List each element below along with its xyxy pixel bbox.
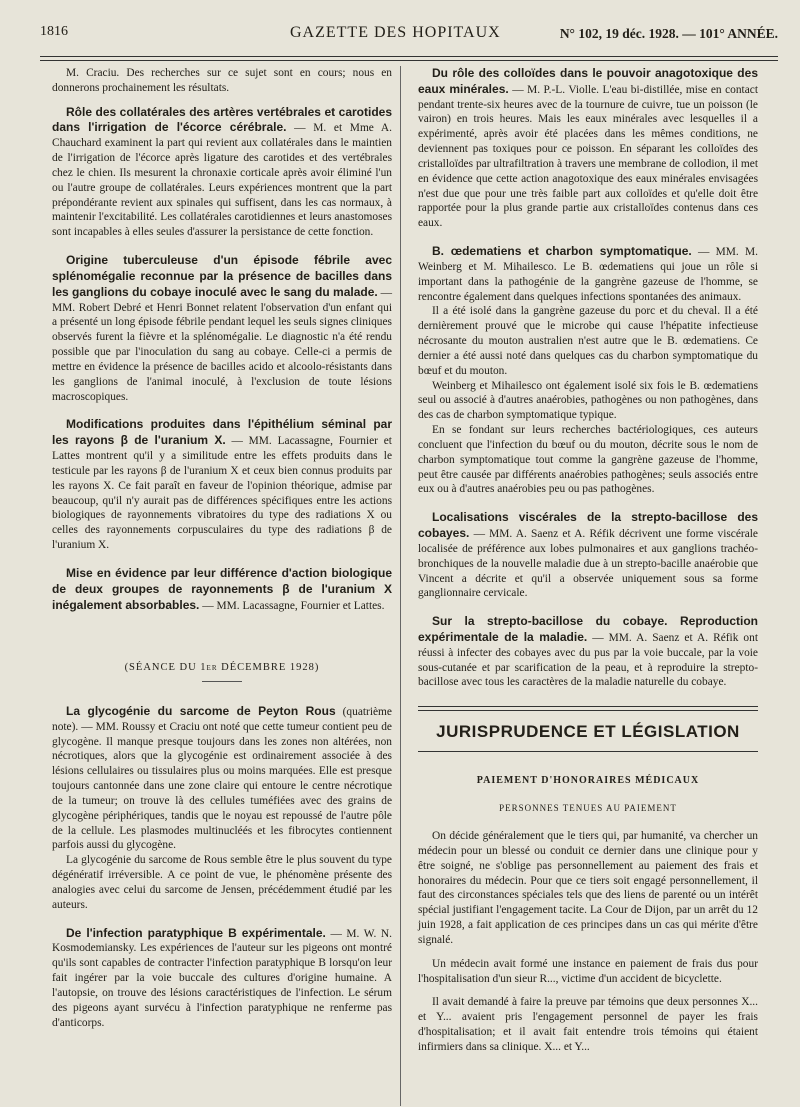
article-body: (quatrième note). — MM. Roussy et Craciu ont noté que cette tumeur contient peu de glycogène. Il manque presque toujours dans les zones non altérées, non nécrotiques, alors que la glycogénie est ordinairement associée à des lésions cellulaires ou tissulaires plus ou moins marquées. Elle est presque toujours cantonnée dans une zone claire qui entoure le centre nécrotique de la tumeur; on trouve là des cellules tuméfiées avec des grains de glycogène périphériques, tandis que le noyau est repoussé de l'autre pôle de la cellule. Les plasmodes multinucléés et les fibrocytes contiennent parfois aussi du glycogène.	[52, 705, 392, 852]
issue-info: N° 102, 19 déc. 1928. — 101° ANNÉE.	[559, 26, 778, 41]
article-title: La glycogénie du sarcome de Peyton Rous	[66, 703, 336, 718]
jurisprudence-paragraph: Il avait demandé à faire la preuve par témoins que deux personnes X... et Y... avaient pris l'engagement personnel de payer les frais d'hospitalisation; et il avait fait entendre trois témoins qui étaient infirmiers dans sa clinique. X... et Y...	[418, 996, 758, 1053]
page-header	[40, 14, 778, 40]
page-number: 1816	[40, 24, 68, 39]
jurisprudence-subheading: PERSONNES TENUES AU PAIEMENT	[499, 803, 677, 814]
article-title: Modifications produites dans l'épithélium séminal par les rayons β de l'uranium X.	[52, 417, 392, 448]
article-title: Rôle des collatérales des artères vertébrales et carotides dans l'irrigation de l'écorce cérébrale.	[52, 104, 392, 135]
article-rayonnements	[52, 566, 392, 613]
intro-paragraph: M. Craciu. Des recherches sur ce sujet sont en cours; nous en donnerons prochainement les résultats.	[52, 67, 392, 94]
article-body: — MM. M. Weinberg et M. Mihailesco. Le B. œdematiens qui joue un rôle si important dans la pathogénie de la gangrène gazeuse de l'homme, se rencontre également dans quelques infections spontanées des animaux.	[418, 246, 758, 303]
jurisprudence-subtitle: PAIEMENT D'HONORAIRES MÉDICAUX	[476, 775, 700, 787]
right-column	[418, 66, 758, 1064]
article-body: — MM. Robert Debré et Henri Bonnet relatent l'observation d'un enfant qui a présenté un long épisode fébrile pendant lequel les seuls signes cliniques observés furent la fièvre et la splénomégalie. Le diagnostic n'a été rendu possible que par l'inoculation du sang au cobaye. Celle-ci a permis de mettre en évidence la présence de bacilles acido et alcoolo-résistants dans les ganglions de l'animal inoculé, à l'exclusion de toute lésions macroscopiques.	[52, 286, 392, 403]
article-body: — MM. Lacassagne, Fournier et Lattes montrent qu'il y a similitude entre les effets produits dans le testicule par les rayons β de l'uranium X et ceux bien connus produits par les rayons X. Ce fait paraît en faveur de l'opinion théorique, admise par beaucoup, qu'il n'y aurait pas de différences spécifiques entre les actions biologiques de rayonnements vibratoires du type des radiations X ou celles des rayonnements corpusculaires du type des radiations β de l'uranium X.	[52, 435, 392, 552]
article-tuberculose	[52, 253, 392, 404]
columns	[40, 66, 778, 1107]
jurisprudence-title: JURISPRUDENCE ET LÉGISLATION	[436, 722, 740, 742]
seance-heading: (SÉANCE DU 1er DÉCEMBRE 1928)	[124, 662, 320, 674]
header-rule	[40, 56, 778, 61]
article-title: De l'infection paratyphique B expérimentale.	[66, 925, 326, 940]
article-title: Localisations viscérales de la strepto-bacillose des cobayes.	[418, 510, 758, 541]
article-body: Il a été isolé dans la gangrène gazeuse du porc et du cheval. Il a été dernièrement prouvé que le microbe qui cause l'hépatite infectieuse nécrosante du mouton australien n'est autre que le B. œdematiens. Ce dernier a été aussi noté dans quelques cas du charbon symptomatique du bœuf et du mouton.	[418, 305, 758, 377]
article-localisations	[418, 510, 758, 601]
left-column	[52, 66, 392, 1043]
article-body: — MM. A. Saenz et A. Réfik ont réussi à infecter des cobayes avec du pus par la voie buccale, par la voie sous-cutanée et par scarification de la peau, et à reproduire la strepto-bacillose avec tous les caractères de la maladie naturelle du cobaye.	[418, 631, 758, 689]
article-body: — MM. A. Saenz et A. Réfik décrivent une forme viscérale localisée de préférence aux lobes pulmonaires et aux ganglions trachéo-bronchiques de la nouvelle maladie due à un strepto-bacille anaérobie que Vincent a décrite et qu'il a observée uniquement sous sa forme ganglionnaire cervicale.	[418, 528, 758, 600]
article-body: — M. et Mme A. Chauchard examinent la part qui revient aux collatérales dans le maintien de l'irrigation de l'écorce après ligature des carotides et des vertébrales chez le chien. Ils mesurent la chronaxie corticale après avoir éliminé l'un ou l'autre groupe de collatérales. Leurs expériences montrent que la part prépondérante revient aux spinales qui suffisent, dans les cas normaux, à maintenir l'excitabilité. Les collatérales carotidiennes et leurs anastomoses sont incapables à elles seules d'assurer la persistance de cette fonction.	[52, 122, 392, 239]
article-title: Sur la strepto-bacillose du cobaye. Reproduction expérimentale de la maladie.	[418, 614, 758, 644]
jurisprudence-paragraph: Un médecin avait formé une instance en paiement de frais dus pour l'hospitalisation d'un sieur R..., victime d'un accident de bicyclette.	[418, 957, 758, 985]
article-body: En se fondant sur leurs recherches bactériologiques, ces auteurs concluent que l'infection du bœuf ou du mouton, décrite sous le nom de charbon symptomatique tout comme la gangrène gazeuse de l'homme, peut être causée par différents anaérobies pathogènes; seuls associés entre eux ou à d'autres anaérobies peu ou pas pathogènes.	[418, 424, 758, 496]
article-title: Du rôle des colloïdes dans le pouvoir anagotoxique des eaux minérales.	[418, 66, 758, 96]
article-paratyphique	[52, 926, 392, 1031]
jurisprudence-rule-top	[418, 706, 758, 711]
article-title: B. œdematiens et charbon symptomatique.	[432, 244, 692, 259]
article-strepto-bacillose	[418, 614, 758, 690]
article-body: — MM. Lacassagne, Fournier et Lattes.	[202, 599, 385, 612]
jurisprudence-rule-bottom	[418, 751, 758, 754]
journal-title: GAZETTE DES HOPITAUX	[290, 24, 501, 41]
article-body: Weinberg et Mihailesco ont également isolé six fois le B. œdematiens seul ou associé à d'autres anaérobies, pathogènes ou non pathogènes, dans des cas de charbon symptomatique typique.	[418, 379, 758, 422]
article-collaterales	[52, 105, 392, 240]
article-title: Mise en évidence par leur différence d'action biologique de deux groupes de rayonnements β de l'uranium X inégalement absorbables.	[52, 565, 392, 612]
jurisprudence-paragraph: On décide généralement que le tiers qui, par humanité, va chercher un médecin pour un blessé ou conduit ce dernier dans une clinique pour y être soigné, ne s'oblige pas personnellement au paiement des frais et honoraires du médecin. Pour que ce tiers soit engagé personnellement, il faut des circonstances spéciales tels que des liens de parenté ou un intérêt spécial justifiant l'engagement tacite. La Cour de Dijon, par un arrêt du 12 juin 1928, a fait application de ces principes dans un cas qui mérite d'être signalé.	[418, 830, 758, 946]
article-body: — M. W. N. Kosmodemiansky. Les expériences de l'auteur sur les pigeons ont montré qu'ils sont capables de contracter l'infection paratyphique B lorsqu'on leur fait ingérer par la voie buccale des cultures d'origine humaine. A l'autopsie, on trouve des lésions caractéristiques de l'infection. Le sérum des pigeons ayant survécu à l'infection paratyphique ne renferme pas d'anticorps.	[52, 927, 392, 1029]
column-divider	[400, 66, 401, 1106]
article-body: La glycogénie du sarcome de Rous semble être le plus souvent du type dégénératif irréversible. A ce point de vue, le phénomène présente des analogies avec celui du sarcome de Jensen, précédemment étudié par les auteurs.	[52, 854, 392, 911]
article-title: Origine tuberculeuse d'un épisode fébrile avec splénomégalie reconnue par la présence de bacilles dans les ganglions du cobaye inoculé avec le sang du malade.	[52, 253, 392, 299]
short-rule	[202, 681, 242, 682]
article-colloides	[418, 66, 758, 231]
article-oedematiens	[418, 244, 758, 497]
article-glycogenie	[52, 704, 392, 913]
article-body: — M. P.-L. Violle. L'eau bi-distillée, mise en contact pendant trente-six heures avec de la tournure de cuivre, tue un poisson (le vairon) en trois heures. Mais les eaux minérales avec lesquelles il a expérimenté, après avoir été placées dans les mêmes conditions, ne deviennent pas toxiques pour ce poisson. En séparant les colloïdes des cristalloïdes par ultrafiltration à travers une membrane de collodion, il met en évidence que cette action anagotoxique des eaux minérales envisagées n'est due que pour une très faible part aux colloïdes et qu'elle doit être rapportée pour la plus grande partie aux cristalloïdes contenus dans ces eaux.	[418, 83, 758, 230]
article-uranium	[52, 417, 392, 552]
